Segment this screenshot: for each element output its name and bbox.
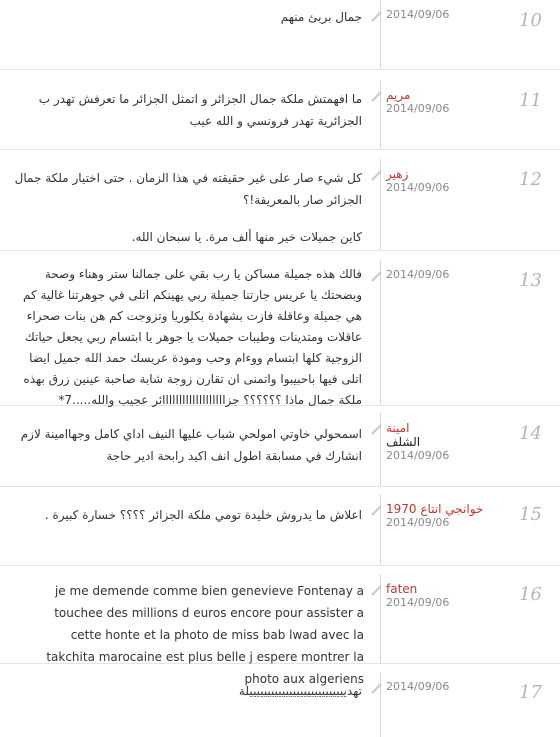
pen-icon [370, 9, 384, 23]
comment-item [0, 413, 560, 487]
comment-meta [386, 8, 496, 22]
comment-text: جمال بريئ منهم [280, 10, 362, 24]
comment-number: 15 [519, 504, 542, 525]
comment-date: 2014/09/06 [386, 516, 450, 529]
comment-text: اعلاش ما يدروش خليدة تومي ملكة الجزائر ؟؟؟؟ خسارة كبيرة . [44, 508, 362, 522]
comment-author-location: الشلف [386, 435, 421, 449]
comment-meta [386, 88, 496, 116]
pen-icon [370, 89, 384, 103]
comment-meta [386, 268, 496, 282]
comment-date: 2014/09/06 [386, 449, 450, 462]
comment-text: ما افهمتش ملكة جمال الجزائر و اتمثل الجزائر ما تعرفش تهدر ب الجزائرية تهدر فرونسي و الله عيب [38, 92, 362, 128]
comment-meta [386, 502, 496, 530]
comment-author[interactable]: خوانجي انتاع 1970 [386, 502, 484, 516]
pen-icon [370, 422, 384, 436]
comment-item [0, 159, 560, 251]
comment-author[interactable]: زهير [386, 167, 409, 181]
comment-number: 12 [519, 169, 542, 190]
comment-item [0, 672, 560, 737]
comment-author[interactable]: faten [386, 582, 418, 596]
comment-date: 2014/09/06 [386, 680, 450, 693]
comment-item [0, 574, 560, 686]
comment-date: 2014/09/06 [386, 102, 450, 115]
comment-number: 17 [519, 682, 542, 703]
pen-icon [370, 168, 384, 182]
comment-text: je me demende comme bien genevieve Fontenay a touchee des millions d euros encore pour assister a cette honte et la photo de miss bab lwad avec la takchita marocaine est plus belle j espere montrer la photo aux algeriens [46, 584, 364, 686]
comment-meta [386, 167, 496, 195]
pen-icon [370, 503, 384, 517]
comment-number: 14 [519, 423, 542, 444]
comment-author[interactable]: مريم [386, 88, 411, 102]
comment-date: 2014/09/06 [386, 181, 450, 194]
comment-number: 16 [519, 584, 542, 605]
comment-meta [386, 680, 496, 694]
comment-text-extra: كاين جميلات خير منها ألف مرة. يا سبحان الله. [131, 230, 362, 244]
comment-number: 11 [519, 90, 542, 111]
comment-item [0, 260, 560, 406]
comment-item [0, 80, 560, 150]
pen-icon [370, 681, 384, 695]
comment-number: 13 [519, 270, 542, 291]
comment-text: فالك هذه جميلة مساكن يا رب بقي على جمالنا ستر وهناء وصحة وبضحتك يا عريس جارتنا جميلة ربي يهينكم اتلى في جوهرتنا غالية كم هي جميلة وعاقلة فازت بشهادة بكلوريا وتزوجت كم هن بنات صحراء عاقلات ومتدينات وطيبات جميلات يا جوهر يا ابتسام ربي يجعل حياتك الزوجية كلها ابتسام ووءام وحب ومودة عريسك حمد الله جميل ايضا اتلى فيها باحبيبوا واتمنى ان تقارن زوجة شابة صاحبة عينين زرق بهذه ملكة جمال ماذا ؟؟؟؟؟؟ جزااااااااااااااااااائر عجيب والله.....7* [22, 267, 362, 407]
comment-date: 2014/09/06 [386, 268, 450, 281]
pen-icon [370, 269, 384, 283]
pen-icon [370, 583, 384, 597]
comment-meta [386, 582, 496, 610]
comment-meta [386, 421, 496, 463]
comment-text: اسمحولي خاوتي امولحي شباب عليها النيف اداي كامل وجهاامينة لازم انشارك في مسابقة اطول انف اكيد رابحة ادير حاجة [20, 427, 362, 463]
comment-number: 10 [519, 10, 542, 31]
comment-item [0, 494, 560, 566]
comment-text: كل شيء صار على غير حقيقته في هذا الزمان . حتى اختيار ملكة جمال الجزائر صار بالمعريفة!؟ [14, 171, 362, 207]
comment-date: 2014/09/06 [386, 596, 450, 609]
comment-author[interactable]: امينة [386, 421, 410, 435]
comment-text: تهديييييييييييييييييييييييييييلة [238, 684, 362, 698]
comment-item [0, 0, 560, 70]
comment-date: 2014/09/06 [386, 8, 450, 21]
